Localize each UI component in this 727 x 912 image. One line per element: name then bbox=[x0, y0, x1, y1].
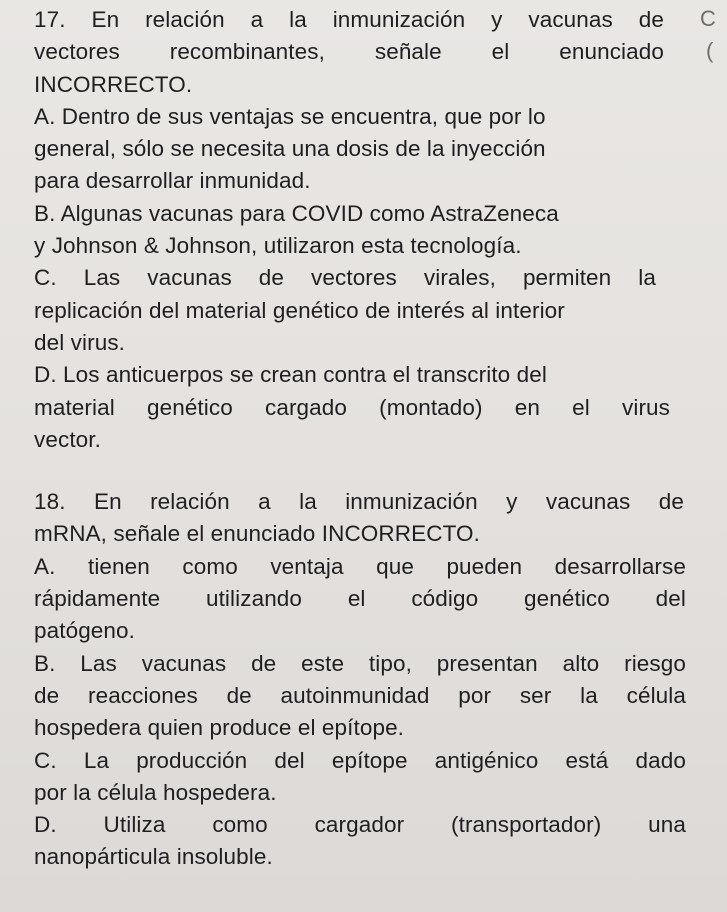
question-gap bbox=[34, 456, 694, 486]
q18-option-a-line-1: A. tienen como ventaja que pueden desarrollarse bbox=[34, 553, 686, 579]
q17-stem-line-2: vectores recombinantes, señale el enunciado bbox=[34, 39, 664, 65]
q17-option-d-line-1: D. Los anticuerpos se crean contra el transcrito del bbox=[34, 362, 547, 388]
q17-option-a-line-1: A. Dentro de sus ventajas se encuentra, que por lo bbox=[34, 103, 546, 129]
q17-stem-line-3: INCORRECTO. bbox=[34, 71, 193, 97]
q18-option-b-line-1: B. Las vacunas de este tipo, presentan alto riesgo bbox=[34, 650, 686, 676]
edge-mark-1: C bbox=[700, 6, 716, 31]
q18-option-d-line-1: D. Utiliza como cargador (transportador) una bbox=[34, 812, 686, 838]
q18-option-b-line-2: de reacciones de autoinmunidad por ser la célula bbox=[34, 682, 686, 708]
q18-option-a-line-2: rápidamente utilizando el código genético del bbox=[34, 586, 686, 612]
q17-option-c-line-2: replicación del material genético de interés al interior bbox=[34, 297, 565, 323]
q18-option-d-line-2: nanopárticula insoluble. bbox=[34, 844, 273, 870]
q17-option-a-line-3: para desarrollar inmunidad. bbox=[34, 168, 311, 194]
question-17 bbox=[34, 4, 694, 456]
question-text-block bbox=[34, 4, 694, 874]
q17-option-d-line-2: material genético cargado (montado) en el virus bbox=[34, 394, 670, 420]
q18-option-c-line-1: C. La producción del epítope antigénico está dado bbox=[34, 747, 686, 773]
q18-option-c-line-2: por la célula hospedera. bbox=[34, 779, 277, 805]
q18-option-a-line-3: patógeno. bbox=[34, 618, 135, 644]
q17-stem-line-1: 17. En relación a la inmunización y vacunas de bbox=[34, 7, 664, 32]
q17-option-b-line-2: y Johnson & Johnson, utilizaron esta tecnología. bbox=[34, 233, 522, 259]
edge-mark-2: ( bbox=[706, 38, 714, 63]
question-18 bbox=[34, 486, 694, 874]
q17-option-b-line-1: B. Algunas vacunas para COVID como AstraZeneca bbox=[34, 200, 559, 226]
q17-option-c-line-1: C. Las vacunas de vectores virales, permiten la bbox=[34, 265, 656, 291]
q18-stem-line-2: mRNA, señale el enunciado INCORRECTO. bbox=[34, 521, 480, 547]
q18-stem-line-1: 18. En relación a la inmunización y vacunas de bbox=[34, 489, 684, 515]
q17-option-c-line-3: del virus. bbox=[34, 329, 126, 355]
q17-option-a-line-2: general, sólo se necesita una dosis de la inyección bbox=[34, 136, 546, 162]
q17-option-d-line-3: vector. bbox=[34, 426, 101, 452]
q18-option-b-line-3: hospedera quien produce el epítope. bbox=[34, 715, 405, 741]
